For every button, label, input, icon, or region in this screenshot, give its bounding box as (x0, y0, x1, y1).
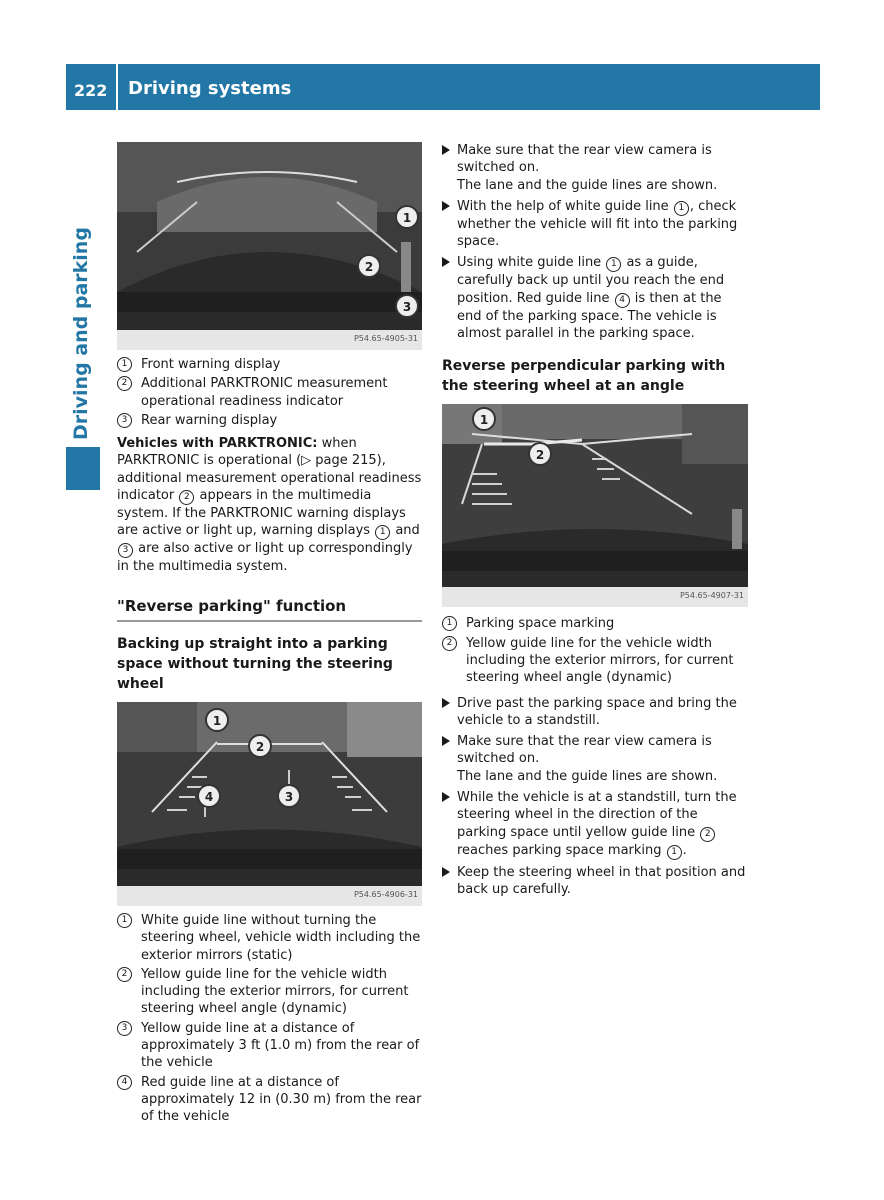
instruction-step: Using white guide line 1 as a guide, carefully back up until you reach the end position. Red guide line 4 is then at the end of the parking space. The vehicle is almost parallel in the parking space. (442, 254, 748, 342)
image-reference: P54.65-4905-31 (353, 333, 418, 343)
page-number: 222 (74, 81, 108, 100)
instruction-step: Drive past the parking space and bring the vehicle to a standstill. (442, 695, 748, 730)
page-header (66, 64, 820, 110)
image-reference: P54.65-4907-31 (679, 591, 744, 601)
camera-image-straight (117, 702, 422, 906)
svg-text:1: 1 (479, 413, 489, 428)
svg-text:1: 1 (402, 211, 412, 225)
subsection-heading: Reverse perpendicular parking with the steering wheel at an angle (442, 358, 726, 395)
legend-item: 4 Red guide line at a distance of approximately 12 in (0.30 m) from the rear of the vehicle (117, 1074, 422, 1126)
legend-item: 1 Front warning display (117, 356, 422, 373)
svg-text:2: 2 (535, 448, 545, 463)
legend-item: 2 Additional PARKTRONIC measurement operational readiness indicator (117, 375, 422, 410)
section-heading: "Reverse parking" function (117, 598, 422, 622)
camera-view-illustration (117, 702, 422, 906)
legend-item: 2 Yellow guide line for the vehicle width including the exterior mirrors, for current steering wheel angle (dynamic) (442, 635, 748, 687)
figure-legend-2 (117, 912, 422, 1126)
svg-text:3: 3 (402, 300, 412, 314)
side-tab-marker (66, 447, 100, 490)
legend-item: 3 Yellow guide line at a distance of approximately 3 ft (1.0 m) from the rear of the vehicle (117, 1020, 422, 1072)
side-tab-label: Driving and parking (70, 227, 92, 440)
instruction-list-2 (442, 695, 748, 899)
arrow-icon (442, 201, 450, 211)
arrow-icon (442, 736, 450, 746)
side-tab (66, 110, 100, 490)
header-divider (116, 64, 118, 110)
legend-item: 1 White guide line without turning the steering wheel, vehicle width including the exterior mirrors (static) (117, 912, 422, 964)
image-reference: P54.65-4906-31 (353, 889, 418, 899)
instruction-step: Keep the steering wheel in that position and back up carefully. (442, 864, 748, 899)
parktronic-paragraph: Vehicles with PARKTRONIC: when PARKTRONIC is operational (▷ page 215), additional measurement operational readiness indicator 2 appears in the multimedia system. If the PARKTRONIC warning displays are active or light up, warning displays 1 and 3 are also active or light up correspondingly in the multimedia system. (117, 436, 422, 575)
arrow-icon (442, 698, 450, 708)
right-column (442, 142, 748, 902)
legend-item: 1 Parking space marking (442, 615, 748, 632)
svg-text:4: 4 (204, 789, 214, 804)
camera-image-parktronic (117, 142, 422, 350)
figure-legend-1 (117, 356, 422, 429)
figure-legend-3 (442, 615, 748, 686)
left-column (117, 142, 422, 1128)
svg-text:1: 1 (212, 713, 222, 728)
chapter-title: Driving systems (128, 78, 292, 99)
subsection-heading: Backing up straight into a parking space without turning the steering wheel (117, 635, 393, 692)
arrow-icon (442, 792, 450, 802)
instruction-step: With the help of white guide line 1 , check whether the vehicle will fit into the parking space. (442, 198, 748, 251)
legend-item: 3 Rear warning display (117, 412, 422, 429)
arrow-icon (442, 145, 450, 155)
instruction-step: While the vehicle is at a standstill, turn the steering wheel in the direction of the parking space until yellow guide line 2 reaches parking space marking 1 . (442, 789, 748, 860)
instruction-list-1 (442, 142, 748, 342)
instruction-step: Make sure that the rear view camera is switched on. The lane and the guide lines are shown. (442, 142, 748, 194)
svg-text:2: 2 (255, 739, 265, 754)
instruction-step: Make sure that the rear view camera is switched on. The lane and the guide lines are shown. (442, 733, 748, 785)
camera-image-angle (442, 404, 748, 607)
arrow-icon (442, 257, 450, 267)
legend-item: 2 Yellow guide line for the vehicle width including the exterior mirrors, for current steering wheel angle (dynamic) (117, 966, 422, 1018)
svg-text:3: 3 (284, 789, 294, 804)
camera-view-illustration (442, 404, 748, 607)
arrow-icon (442, 867, 450, 877)
camera-view-illustration (117, 142, 422, 350)
svg-text:2: 2 (364, 260, 374, 274)
